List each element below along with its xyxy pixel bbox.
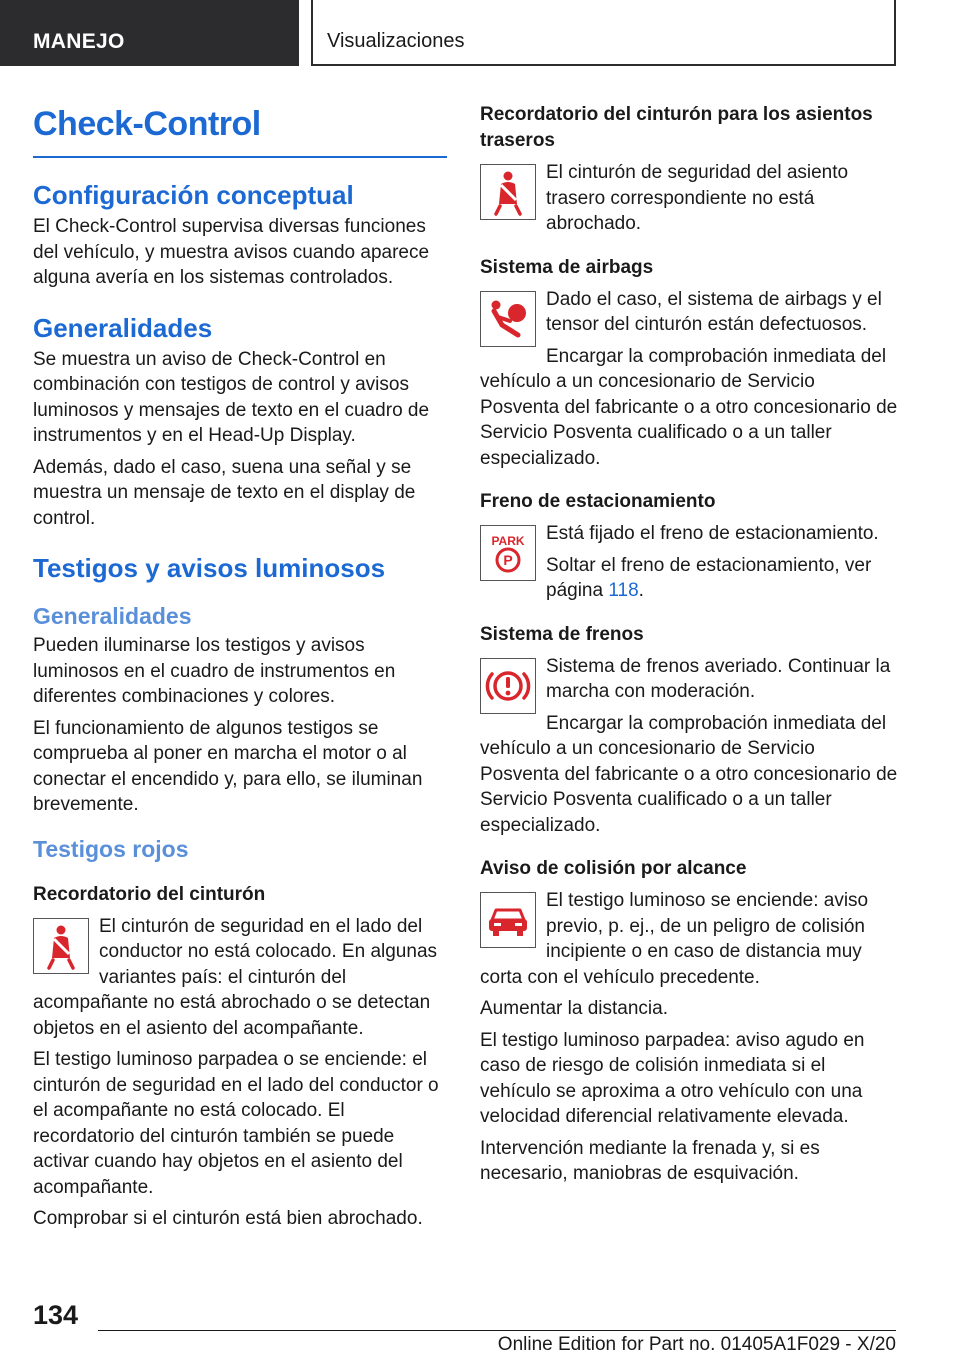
heading-brake-system: Sistema de frenos [480,623,644,645]
footer-divider [98,1330,896,1331]
belt-reminder-text-3: Comprobar si el cinturón está bien abrochado. [33,1208,423,1229]
right-column [480,98,898,1187]
general-text-1: Se muestra un aviso de Check-Control en combinación con testigos de control y avisos luminosos y mensajes de texto en el cuadro de instrumentos y en el Head-Up Display. [33,348,430,446]
brake-system-block [480,654,898,839]
parking-brake-icon [480,525,536,581]
belt-reminder-text-2: El testigo luminoso parpadea o se enciende: el cinturón de seguridad en el lado del conductor o el acompañante no está colocado. El recordatorio del cinturón también se puede activar cuando hay objetos en el asiento del acompañante. [33,1049,439,1198]
left-column [33,98,447,1232]
airbag-text-2: Encargar la comprobación inmediata del vehículo a un concesionario de Servicio Posventa del fabricante o a otro concesionario de Servicio Posventa cualificado o a un taller especializado. [480,345,898,469]
collision-warning-icon [480,892,536,948]
header-chapter-tab [311,0,896,66]
parking-icon-letter: P [503,552,513,568]
lights-text-2: El funcionamiento de algunos testigos se comprueba al poner en marcha el motor o al conectar el encendido y, para ello, se iluminan brevemente. [33,717,423,815]
footer-edition: Online Edition for Part no. 01405A1F029 - X/20 [497,1334,896,1355]
subheading-red-lights: Testigos rojos [33,835,189,862]
heading-parking-brake: Freno de estacionamiento [480,491,716,512]
heading-collision-warning: Aviso de colisión por alcance [480,858,747,879]
page-title: Check-Control [33,98,447,158]
airbag-warning-icon [480,291,536,347]
parking-brake-text-2 [480,553,898,604]
belt-reminder-text-1: El cinturón de seguridad en el lado del conductor no está colocado. En algunas variantes país: el cinturón del acompañante no está abrochado o se detectan objetos en el asiento del acompañante. [33,915,438,1039]
header-section-label: MANEJO [33,30,125,53]
brake-system-warning-icon [480,658,536,714]
seatbelt-warning-icon [33,918,89,974]
concept-text: El Check-Control supervisa diversas funciones del vehículo, y muestra avisos cuando aparece alguna avería en los sistemas controlados. [33,216,430,288]
parking-brake-text-1: Está fijado el freno de estacionamiento. [546,523,879,544]
page-link-118[interactable]: 118 [608,580,639,601]
collision-warning-text-2: Aumentar la distancia. [480,998,668,1019]
brake-system-text-2: Encargar la comprobación inmediata del vehículo a un concesionario de Servicio Posventa del fabricante o a otro concesionario de Servicio Posventa cualificado o a un taller especializado. [480,712,898,836]
belt-reminder-block [33,914,447,1042]
header-section-tab [0,0,299,66]
collision-warning-text-4: Intervención mediante la frenada y, si es necesario, maniobras de esquivación. [480,1137,820,1184]
heading-airbag: Sistema de airbags [480,256,654,278]
airbag-block [480,287,898,472]
general-text-2: Además, dado el caso, suena una señal y se muestra un mensaje de texto en el display de control. [33,456,416,529]
header-chapter-label: Visualizaciones [327,30,465,52]
collision-warning-text-1: El testigo luminoso se enciende: aviso previo, p. ej., de un peligro de colisión incipiente o en caso de distancia muy corta con el vehículo precedente. [480,890,869,988]
airbag-text-1: Dado el caso, el sistema de airbags y el tensor del cinturón están defectuosos. [546,288,882,335]
heading-general: Generalidades [33,312,213,343]
collision-warning-block [480,888,898,990]
rear-belt-block [480,160,898,237]
heading-concept: Configuración conceptual [33,180,354,210]
parking-icon-text: PARK [491,534,525,548]
subheading-lights-general: Generalidades [33,603,192,629]
parking-brake-block [480,521,898,604]
parking-brake-text-2-pre: Soltar el freno de estacionamiento, ver página [546,554,872,601]
rear-belt-text: El cinturón de seguridad del asiento trasero correspondiente no está abrochado. [546,162,849,234]
heading-belt-reminder: Recordatorio del cinturón [33,883,266,905]
heading-lights: Testigos y avisos luminosos [33,553,386,583]
heading-rear-belt: Recordatorio del cinturón para los asientos traseros [480,104,873,151]
page-number: 134 [33,1300,79,1330]
brake-system-text-1: Sistema de frenos averiado. Continuar la marcha con moderación. [546,655,891,702]
parking-brake-text-2-post: . [638,580,644,601]
rear-seatbelt-warning-icon [480,164,536,220]
collision-warning-text-3: El testigo luminoso parpadea: aviso agudo en caso de riesgo de colisión inmediata si el vehículo se aproxima a otro vehículo con una velocidad diferencial relativamente elevada. [480,1029,865,1127]
lights-text-1: Pueden iluminarse los testigos y avisos luminosos en el cuadro de instrumentos en diferentes combinaciones y colores. [33,635,396,707]
